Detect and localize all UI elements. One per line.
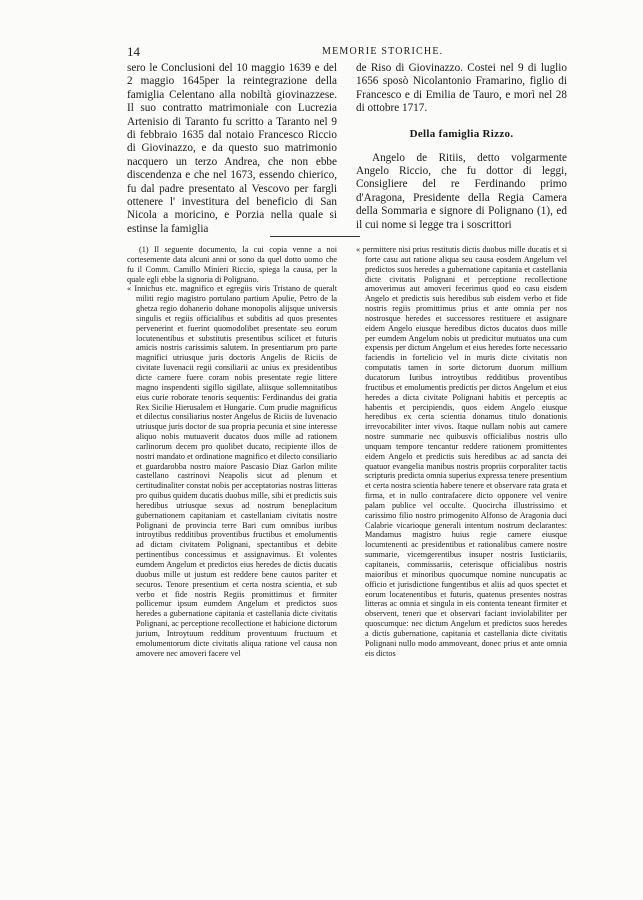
main-paragraph: sero le Conclusioni del 10 maggio 1639 e del 2 maggio 1645per la reintegrazione della famiglia Celentano alla nobiltà giovinazzese. Il suo contratto matrimoniale con Lucrezia Artenisio di Taranto fu scritto a Taranto nel 9 di febbraio 1635 dal notaio Francesco Riccio di Giovinazzo, e da questo suo matrimonio nacquero un terzo Andrea, che non ebbe discendenza e che nel 1673, essendo chierico, fu dal padre presentato al Vescovo per fargli ottenere l' investitura del beneficio di San Nicola a moricino, e Porzia nella quale si estinse la famiglia — [127, 62, 337, 235]
main-column-right — [356, 62, 567, 232]
footnote-latin-text: « Innichus etc. magnifico et egregiis viris Tristano de queralt militi regio magistro portulano partium Apulie, Petro de la ghetza regio dohanerio dohane monopolis alijsque universis singulis et regiis officialibus et subditis ad quos presentes pervenerint et fuerint quomodolibet presentate seu eorum locutenentibus et substitutis presentibus scilicet et futuris amicis nostris carissimis salutem. In presentiarum pro parte magnifici utriusque juris doctoris Angelis de Riciis de civitate Iuvenacii regii consiliarii ac unius ex presidentibus dicte camere fuere coram nobis presentate regie littere magno inspendenti sigillo sigillate, aliisque sollemnitatibus eius curie roborate tenoris sequentis: Ferdinandus dei gratia Rex Sicilie Hierusalem et Hungarie. Cum prudie magnificus et dilectus consiliarius noster Angelus de Riciis de Iuvenacio utriusque juris doctor de sua propria pecunia et sine interesse aliquo nobis mutuaverit ducatos duos mille ad rationem carlinorum decem pro quolibet ducato, recipiente illos de nostri mandato et ordinatione magnifico et dilecto consiliario et guardarobba nostro maiore Pascasio Diaz Garlon milite castellano castrinovi Neapolis sicut ad plenum et certitudinaliter constat nobis per acceptatorias nostras litteras pro quibus quidem ducatis duobus mille, sibi et predictis suis heredibus utriusque sexus ad nostrum beneplacitum gubernationem capitaniam et castellaniam civitatis nostre Polignani de provincia terre Bari cum omnibus iuribus introytibus redditibus proventibus fructibus et emolumentis ad dictam civitatem Polignani, spectantibus et debite pertinentibus concessimus et assignavimus. Et volentes eumdem Angelum et predictos eius heredes de dictis ducatis duobus mille ut justum est reddere bene cautos pariter et securos. Tenore presentium et certa nostra scientia, et sub verbo et fide nostris Regiis promittimus et firmiter pollicemur ipsum eumdem Angelum et predictos suos heredes a gubernatione capitania et castellania dicte civitatis Polignani, ac perceptione recollectione et habicione dictorum jurium, Introytuum redditum proventuum fructuum et emolumentorum dicte civitatis aliqua ratione vel causa non amovere nec amoveri facere vel — [127, 284, 337, 658]
footnote-column-right — [356, 245, 567, 658]
main-paragraph-rizzo: Angelo de Ritiis, detto volgarmente Angelo Riccio, che fu dottor di leggi, Consigliere del re Ferdinando primo d'Aragona, Presidente della Regia Camera della Sommaria e signore di Polignano (1), ed il cui nome si legge tra i soscrittori — [356, 151, 567, 231]
footnote-intro: (1) Il seguente documento, la cui copia venne a noi cortesemente data alcuni anni or sono da quel dotto uomo che fu il Comm. Camillo Minieri Riccio, spiega la causa, per la quale egli ebbe la signoria di Polignano. — [127, 245, 337, 284]
page-number: 14 — [127, 44, 140, 59]
footnote-latin-continuation: « permittere nisi prius restitutis dictis duobus mille ducatis et si forte casu aut ratione aliqua seu causa eosdem Angelum vel predictos suos heredes a gubernatione capitania et castellania dicte civitatis Polignani et perceptione recollectione amoverimus aut amoveri fecerimus quod eo casu eisdem Angelo et predictis suis heredibus sub eisdem verbo et fide nostris regiis promittimus prius et ante omnia per nos nostrosque heredes et successores restituere et assignare eidem Angelo eiusque heredibus dictos ducatos duos mille per eumdem Angelum nobis ut predicitur mutuatos una cum expensis per dictum Angelum et eius heredes forte necessario faciendis in fortelicio vel in muris dicte civitatis non computatis tamen in sorte dictorum duorum millium ducatorum Iuribus introytibus redditibus proventibus fructibus et emolumentis predictis per dictos Angelum et eius heredes a dicta civitate Polignani habitis et perceptis ac habentis et percipiendis, quos eidem Angelo eiusque heredibus ex certa scientia donamus titulo donationis irrevocabiliter inter vivos. Itaque nullam nobis aut camere nostre summarie nec quibusvis officialibus nostris ullo unquam tempore tencantur reddere rationem promittentes eidem Angelo et predictis suis heredibus ac ad sancta dei quatuor evangelia manibus nostris propriis corporaliter tactis scripturis predicta omnia superius expressa tenere presentium et certa nostra scientia habere tenere et observare rata grata et firma, et in nullo contrafacere dicto opponere vel venire palam publice vel occulte. Quocircha illustrissimo et carissimo filio nostro primogenito Alfonso de Aragonia duci Calabrie vicarioque generali intentum nostrum declarantes: Mandamus magistro huius regie camere eiusque locumtenenti ac presidentibus et rationalibus camere nostre summarie, vicemgerentibus insuper nostris Iusticiariis, capitaneis, commissariis, ceterisque officialibus nostris maioribus et minoribus quocumque nomine nuncupatis ac officio et jurisdictione fungentibus et aliis ad quos spectet et eorum locatenentibus et futuris, quatenus presentes nostras litteras ac omnia et singula in eis contenta teneant firmiter et observent, teneri que et observari faciant inviolabiliter per quoscumque: nec dictum Angelum et predictos suos heredes a dictis gubernatione, capitania et castellania dicte civitatis Polignani nullo modo ammoveant, donec prius et ante omnia eis dictos — [356, 245, 567, 658]
running-title: MEMORIE STORICHE. — [322, 46, 444, 57]
main-column-left — [127, 62, 337, 236]
page-header — [127, 44, 567, 60]
footnote-column-left — [127, 245, 337, 658]
footnote-divider — [270, 236, 360, 237]
main-paragraph-continuation: de Riso di Giovinazzo. Costei nel 9 di luglio 1656 sposò Nicolantonio Framarino, figlio di Francesco e di Emilia de Tauro, e morì nel 28 di ottobre 1717. — [356, 62, 567, 115]
section-title: Della famiglia Rizzo. — [409, 127, 514, 140]
